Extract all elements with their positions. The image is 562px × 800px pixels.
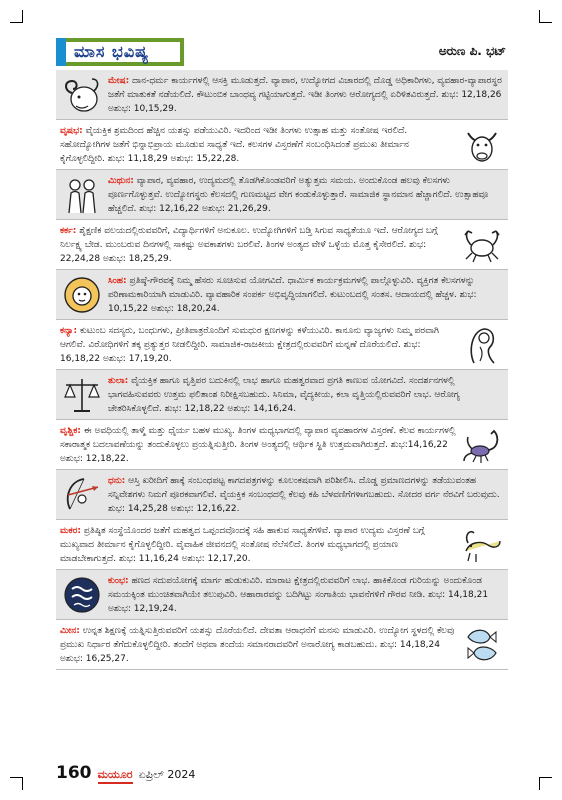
horoscope-list <box>56 70 508 670</box>
sign-name: ಮಕರ: <box>60 526 81 536</box>
crab-icon <box>460 223 504 267</box>
horoscope-libra <box>56 370 508 420</box>
crop-mark-bottom-right <box>539 777 552 790</box>
crop-mark-top-right <box>539 10 552 23</box>
sign-name: ಸಿಂಹ: <box>108 276 127 286</box>
author-byline: ಅರುಣ ಪಿ. ಭಟ್ <box>438 44 506 58</box>
sign-name: ಮೇಷ: <box>108 76 130 86</box>
sign-name: ಕರ್ಕ: <box>60 226 77 236</box>
sign-name: ವೃಶ್ಚಿಕ: <box>60 426 81 436</box>
magazine-name: ಮಯೂರ <box>98 768 133 784</box>
sign-name: ಮಿಥುನ: <box>108 176 134 186</box>
horoscope-aquarius <box>56 570 508 620</box>
horoscope-taurus <box>56 120 508 170</box>
forecast-text: ಪ್ರತಿಷ್ಠಿತ ಸಂಸ್ಥೆಯೊಂದರ ಜತೆಗೆ ಮಹತ್ವದ ಒಪ್ಪಂದವೊಂದಕ್ಕೆ ಸಹಿ ಹಾಕುವ ಸಾಧ್ಯತೆಗಳಿವೆ. ವ್ಯಾಪಾರ ಉದ್ಯಮ ವಿಸ್ತರಣೆ ಬಗ್ಗೆ ಮುಖ್ಯವಾದ ತೀರ್ಮಾನ ಕೈಗೊಳ್ಳಲಿದ್ದೀರಿ. ವೈವಾಹಿಕ ಜೀವನದಲ್ಲಿ ಸಂತೋಷ ನೆಲೆಸಲಿದೆ. ತಿಂಗಳ ಮಧ್ಯಭಾಗದಲ್ಲಿ ಪ್ರಯಾಣ ಮಾಡಬೇಕಾಗುತ್ತದೆ. ಶುಭ: 11,16,24 ಅಶುಭ: 12,17,20. <box>60 526 425 564</box>
horoscope-aries <box>56 70 508 120</box>
bull-icon <box>460 123 504 167</box>
forecast-text: ವ್ಯಾಪಾರ, ವ್ಯವಹಾರ, ಉದ್ಯಮದಲ್ಲಿ ತೊಡಗಿಕೊಂಡವರಿಗೆ ಅತ್ಯುತ್ತಮ ಸಮಯ. ಅಂದುಕೊಂಡ ಹಲವು ಕೆಲಸಗಳು ಪೂರ್ಣಗೊಳ್ಳುತ್ತವೆ. ಉದ್ಯೋಗಸ್ಥರು ಕೆಲಸದಲ್ಲಿ ಗುಣಮಟ್ಟದ ವೇಗ ಕಂಡುಕೊಳ್ಳುತ್ತಾರೆ. ಸಾಮಾಜಿಕ ಸ್ಥಾನಮಾನ ಹೆಚ್ಚಾಗಲಿದೆ. ಉತ್ಸಾಹವೂ ಹೆಚ್ಚಲಿದೆ. ಶುಭ: 12,16,22 ಅಶುಭ: 21,26,29. <box>108 176 489 214</box>
forecast-text: ಕುಟುಂಬ ಸದಸ್ಯರು, ಬಂಧುಗಳು, ಪ್ರೀತಿಪಾತ್ರರೊಂದಿಗೆ ಸುಮಧುರ ಕ್ಷಣಗಳನ್ನು ಕಳೆಯುವಿರಿ. ಕಾನೂನು ವ್ಯಾಜ್ಯಗಳು ನಿಮ್ಮ ಪರವಾಗಿ ಆಗಲಿವೆ. ವಿರೋಧಿಗಳಿಗೆ ತಕ್ಕ ಪ್ರತ್ಯುತ್ತರ ನೀಡಲಿದ್ದೀರಿ. ಸಾಮಾಜಿಕ-ರಾಜಕೀಯ ಕ್ಷೇತ್ರದಲ್ಲಿರುವವರಿಗೆ ಮನ್ನಣೆ ದೊರೆಯಲಿದೆ. ಶುಭ: 16,18,22 ಅಶುಭ: 17,19,20. <box>60 326 439 364</box>
sign-name: ವೃಷಭ: <box>60 126 83 136</box>
column-title: ಮಾಸ ಭವಿಷ್ಯ <box>74 42 150 61</box>
forecast-text: ಪ್ರತಿಷ್ಠೆ-ಗೌರವಕ್ಕೆ ನಿಮ್ಮ ಹೆಸರು ಸೂಚಿಸುವ ಯೋಗವಿದೆ. ಧಾರ್ಮಿಕ ಕಾರ್ಯಕ್ರಮಗಳಲ್ಲಿ ಪಾಲ್ಗೊಳ್ಳುವಿರಿ. ವ್ಯಕ್ತಿಗತ ಕೆಲಸಗಳನ್ನು ಪರಿಣಾಮಕಾರಿಯಾಗಿ ಮಾಡುವಿರಿ. ವ್ಯಾವಹಾರಿಕ ಸಂಪರ್ಕ ಅಭಿವೃದ್ಧಿಯಾಗಲಿದೆ. ಕುಟುಂಬದಲ್ಲಿ ಸಂತಸ. ಆದಾಯದಲ್ಲಿ ಹೆಚ್ಚಳ. ಶುಭ: 10,15,22 ಅಶುಭ: 18,20,24. <box>108 276 477 314</box>
sign-name: ಕುಂಭ: <box>108 576 129 586</box>
forecast-text: ದಾನ-ಧರ್ಮ ಕಾರ್ಯಗಳಲ್ಲಿ ಆಸಕ್ತಿ ಮೂಡುತ್ತದೆ. ವ್ಯಾಪಾರ, ಉದ್ಯೋಗದ ವಿಚಾರದಲ್ಲಿ ದೊಡ್ಡ ಅಧಿಕಾರಿಗಳು, ವ್ಯವಹಾರ-ವ್ಯಾಪಾರಸ್ಥರ ಜತೆಗೆ ಮಾತುಕತೆ ನಡೆಯಲಿದೆ. ಕೌಟುಂಬಿಕ ಬಾಂಧವ್ಯ ಗಟ್ಟಿಯಾಗುತ್ತದೆ. ಇಡೀ ತಿಂಗಳು ಆರೋಗ್ಯದಲ್ಲಿ ಏರಿಳಿತವಿರುತ್ತದೆ. ಶುಭ: 12,18,26 ಅಶುಭ: 10,15,29. <box>108 76 502 114</box>
forecast-text: ಶೈಕ್ಷಣಿಕ ವಲಯದಲ್ಲಿರುವವರಿಗೆ, ವಿದ್ಯಾರ್ಥಿಗಳಿಗೆ ಅನುಕೂಲ. ಉದ್ಯೋಗಿಗಳಿಗೆ ಬಡ್ತಿ ಸಿಗುವ ಸಾಧ್ಯತೆಯೂ ಇದೆ. ಆರೋಗ್ಯದ ಬಗ್ಗೆ ನಿರ್ಲಕ್ಷ್ಯ ಬೇಡ. ಮುಂಬರುವ ದಿನಗಳಲ್ಲಿ ಸಾಕಷ್ಟು ಅವಕಾಶಗಳು ಬರಲಿವೆ. ತಿಂಗಳ ಅಂತ್ಯದ ವೇಳೆ ಒಳ್ಳೆಯ ಮೊತ್ತ ಕೈಸೇರಲಿದೆ. ಶುಭ: 22,24,28 ಅಶುಭ: 18,25,29. <box>60 226 438 264</box>
forecast-text: ಉನ್ನತ ಶಿಕ್ಷಣಕ್ಕೆ ಯತ್ನಿಸುತ್ತಿರುವವರಿಗೆ ಯಶಸ್ಸು ದೊರೆಯಲಿದೆ. ದೇವತಾ ಆರಾಧನೆಗೆ ಮನಸು ಮಾಡುವಿರಿ. ಉದ್ಯೋಗ ಸ್ಥಳದಲ್ಲಿ ಕೆಲವು ಪ್ರಮುಖ ನಿರ್ಧಾರ ತೆಗೆದುಕೊಳ್ಳಲಿದ್ದೀರಿ. ತಂದೆಗೆ ಅಥವಾ ತಂದೆಯ ಸಮಾನರಾದವರಿಗೆ ಅನಾರೋಗ್ಯ ಕಾಡಬಹುದು. ಶುಭ: 14,18,24 ಅಶುಭ: 16,25,27. <box>60 626 455 664</box>
scorpion-icon <box>460 423 504 467</box>
crop-mark-bottom-left <box>10 777 23 790</box>
issue-date: ಏಪ್ರಿಲ್ 2024 <box>138 768 196 781</box>
page-footer <box>56 763 195 784</box>
lion-icon <box>60 273 104 317</box>
fish-icon <box>460 623 504 667</box>
maiden-icon <box>460 323 504 367</box>
horoscope-sagittarius <box>56 470 508 520</box>
horoscope-cancer <box>56 220 508 270</box>
sign-name: ಧನು: <box>108 476 126 486</box>
scales-icon <box>60 373 104 417</box>
column-title-box <box>56 38 184 66</box>
sea-goat-icon <box>460 523 504 567</box>
horoscope-capricorn <box>56 520 508 570</box>
forecast-text: ವೈಯಕ್ತಿಕ ಹಾಗೂ ವೃತ್ತಿಪರ ಬದುಕಿನಲ್ಲಿ ಲಾಭ ಹಾಗೂ ಮಹತ್ವರವಾದ ಪ್ರಗತಿ ಕಾಣುವ ಯೋಗವಿದೆ. ಸಂದರ್ಶನಗಳಲ್ಲಿ ಭಾಗವಹಿಸುವವರು ಉತ್ತಮ ಫಲಿತಾಂಶ ನಿರೀಕ್ಷಿಸಬಹುದು. ಸಿನಿಮಾ, ವೈದ್ಯಕೀಯ, ಕಲಾ ವೃತ್ತಿಯಲ್ಲಿರುವವರಿಗೆ ಲಾಭ. ಆರೋಗ್ಯ ಚೇತರಿಸಿಕೊಳ್ಳಲಿದೆ. ಶುಭ: 12,18,22 ಅಶುಭ: 14,16,24. <box>108 376 460 414</box>
horoscope-gemini <box>56 170 508 220</box>
sign-name: ಮೀನ: <box>60 626 80 636</box>
forecast-text: ಆಸ್ತಿ ಖರೀದಿಗೆ ಹಾಕ್ಕೆ ಸಂಬಂಧಪಟ್ಟ ಕಾಗದಪತ್ರಗಳನ್ನು ಕೂಲಂಕಷವಾಗಿ ಪರಿಶೀಲಿಸಿ. ದೊಡ್ಡ ಪ್ರಮಾಣದಗಳನ್ನು ತಡೆಯುವಂತಹ ಸನ್ನಿವೇಶಗಳು ನಿಮಗೆ ಪೂರಕವಾಗಲಿವೆ. ವೈಯಕ್ತಿಕ ಸಂಬಂಧದಲ್ಲಿ ಕೆಲವು ಕಹಿ ಬೆಳವಣಿಗೆಗಳಾಗಬಹುದು. ಸೋದರ ವರ್ಗ ನೆರವಿಗೆ ಬರುವುದು. ಶುಭ: 14,25,28 ಅಶುಭ: 12,16,22. <box>108 476 500 514</box>
page-number: 160 <box>56 763 92 783</box>
forecast-text: ಈ ಅವಧಿಯಲ್ಲಿ ತಾಳ್ಮೆ ಮತ್ತು ಧೈರ್ಯ ಬಹಳ ಮುಖ್ಯ. ತಿಂಗಳ ಮಧ್ಯಭಾಗದಲ್ಲಿ ವ್ಯಾಪಾರ ವ್ಯವಹಾರಗಳ ವಿಸ್ತರಣೆ. ಕೆಲವ ಕಾರ್ಯಗಳಲ್ಲಿ ಸಕಾರಾತ್ಮಕ ಬದಲಾವಣೆಯನ್ನು ತಂದುಕೊಳ್ಳಲು ಪ್ರಯತ್ನಿಸುತ್ತೀರಿ. ತಿಂಗಳ ಅಂತ್ಯದಲ್ಲಿ ಆರ್ಥಿಕ ಸ್ಥಿತಿ ಉತ್ತಮವಾಗಿರುತ್ತದೆ. ಶುಭ:14,16,22 ಅಶುಭ: 12,18,22. <box>60 426 456 464</box>
horoscope-leo <box>56 270 508 320</box>
twins-icon <box>60 173 104 217</box>
horoscope-scorpio <box>56 420 508 470</box>
horoscope-virgo <box>56 320 508 370</box>
water-bearer-icon <box>60 573 104 617</box>
sign-name: ಕನ್ಯಾ: <box>60 326 78 336</box>
forecast-text: ಹಣದ ಸದುಪಯೋಗಕ್ಕೆ ಮಾರ್ಗ ಹುಡುಕುವಿರಿ. ಮಾರಾಟ ಕ್ಷೇತ್ರದಲ್ಲಿರುವವರಿಗೆ ಲಾಭ. ಹಾಕಿಕೊಂಡ ಗುರಿಯನ್ನು ಅಂದುಕೊಂಡ ಸಮಯಕ್ಕಿಂತ ಮುಂಚಿತವಾಗಿಯೇ ತಲುಪುವಿರಿ. ಆಹಾರಾರವನ್ನು ಬದಿಗಿಟ್ಟು ಸಂಗಾತಿಯ ಭಾವನೆಗಳಿಗೆ ಗೌರವ ನೀಡಿ. ಶುಭ: 14,18,21 ಅಶುಭ: 12,19,24. <box>108 576 489 614</box>
forecast-text: ವೈಯಕ್ತಿಕ ಶ್ರಮದಿಂದ ಹೆಚ್ಚಿನ ಯಶಸ್ಸು ಪಡೆಯುವಿರಿ. ಇದರಿಂದ ಇಡೀ ತಿಂಗಳು ಉತ್ಸಾಹ ಮತ್ತು ಸಂತೋಷ ಇರಲಿದೆ. ಸಹೋದ್ಯೋಗಿಗಳ ಜತೆಗೆ ಭಿನ್ನಾಭಿಪ್ರಾಯ ಮೂಡುವ ಸಾಧ್ಯತೆ ಇದೆ. ಕಲಸಗಳ ವಿಸ್ತರಣೆಗೆ ಸಂಬಂಧಿಸಿದಂತೆ ಪ್ರಮುಖ ತೀರ್ಮಾನ ಕೈಗೊಳ್ಳಲಿದ್ದೀರಿ. ಶುಭ: 11,18,29 ಅಶುಭ: 15,22,28. <box>60 126 409 164</box>
sign-name: ತುಲಾ: <box>108 376 129 386</box>
crop-mark-top-left <box>10 10 23 23</box>
horoscope-pisces <box>56 620 508 670</box>
ram-icon <box>60 73 104 117</box>
archer-icon <box>60 473 104 517</box>
